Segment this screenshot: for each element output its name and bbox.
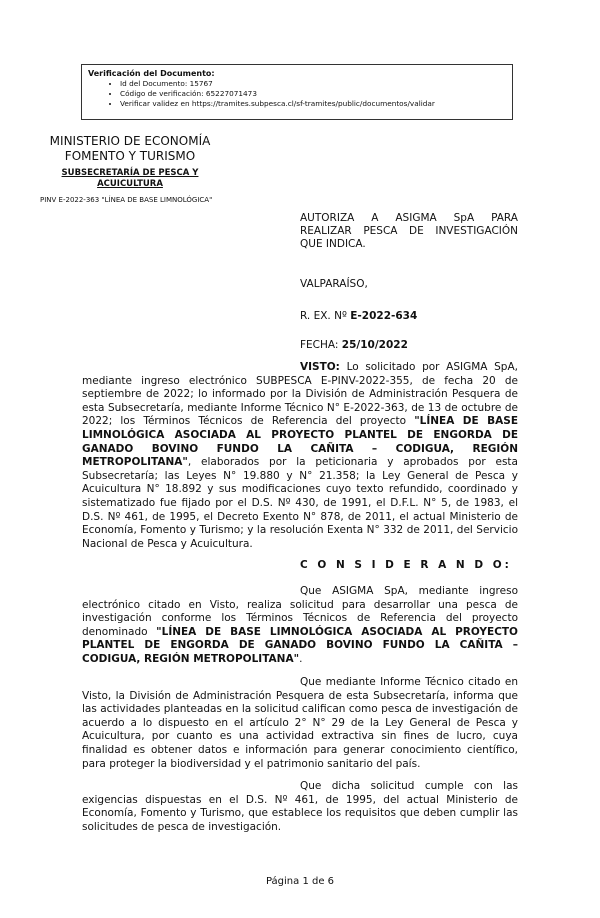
considerando-p3: Que dicha solicitud cumple con las exigencias dispuestas en el D.S. Nº 461, de 1995, del actual Ministerio de Economía, Fomento y Turismo, que establece los requisitos que deben cumplir las solicitudes de pesca de investigación.	[82, 780, 518, 833]
visto-text-b: , elaborados por la peticionaria y aprobados por esta Subsecretaría; las Leyes N° 19.880 y N° 21.358; la Ley General de Pesca y Acuicultura N° 18.892 y sus modificaciones cuyo texto refundido, coordinado y sistematizado fue fijado por el D.S. Nº 430, de 1991, el D.F.L. N° 5, de 1983, el D.S. Nº 461, de 1995, el Decreto Exento N° 878, de 2011, el actual Ministerio de Economía, Fomento y Turismo; y la resolución Exenta N° 332 de 2011, del Servicio Nacional de Pesca y Acuicultura.	[82, 456, 518, 550]
considerando-paragraph-3	[82, 780, 518, 834]
ministry-name	[40, 134, 220, 164]
verification-code: • Código de verificación: 65227071473	[120, 89, 506, 99]
resolution-summary: AUTORIZA A ASIGMA SpA PARA REALIZAR PESCA DE INVESTIGACIÓN QUE INDICA.	[300, 212, 518, 250]
p1-end: .	[299, 652, 303, 665]
considerando-p2: Que mediante Informe Técnico citado en Visto, la División de Administración Pesquera de esta Subsecretaría, informa que las actividades planteadas en la solicitud califican como pesca de investigación de acuerdo a lo dispuesto en el artículo 2° N° 29 de la Ley General de Pesca y Acuicultura, por cuanto es una actividad extractiva sin fines de lucro, cuya finalidad es obtener datos e información para generar conocimiento científico, para proteger la biodiversidad y el patrimonio sanitario del país.	[82, 676, 518, 770]
verification-title: Verificación del Documento:	[88, 69, 215, 78]
visto-section	[82, 361, 518, 551]
date-label: FECHA:	[300, 339, 342, 351]
verification-url: • Verificar validez en https://tramites.subpesca.cl/sf-tramites/public/documentos/validar	[120, 99, 506, 109]
ministry-line-2: FOMENTO Y TURISMO	[64, 149, 196, 163]
p1-project: "LÍNEA DE BASE LIMNOLÓGICA ASOCIADA AL PROYECTO PLANTEL DE ENGORDA DE GANADO BOVINO FUNDO LA CAÑITA – CODIGUA, REGIÓN METROPOLITANA"	[82, 625, 518, 665]
ministry-line-1: MINISTERIO DE ECONOMÍA	[49, 134, 211, 148]
verification-id: • Id del Documento: 15767	[120, 79, 506, 89]
rex-number: E-2022-634	[350, 310, 418, 322]
considerando-paragraph-1	[82, 585, 518, 667]
considerando-p1	[82, 585, 518, 667]
considerando-paragraph-2	[82, 676, 518, 771]
verification-box	[81, 64, 513, 120]
visto-paragraph	[82, 361, 518, 551]
visto-text-a: Lo solicitado por ASIGMA SpA, mediante ingreso electrónico SUBPESCA E-PINV-2022-355, de fecha 20 de septiembre de 2022; lo informado por la División de Administración Pesquera de esta Subsecretaría, mediante Informe Técnico N° E-2022-363, de 13 de octubre de 2022; los Términos Técnicos de Referencia del proyecto	[82, 361, 518, 428]
resolution-date	[300, 339, 518, 352]
resolution-city: VALPARAÍSO,	[300, 278, 368, 290]
subsecretaria-name: SUBSECRETARÍA DE PESCA Y ACUICULTURA	[61, 168, 199, 189]
considerando-heading: C O N S I D E R A N D O:	[300, 559, 512, 571]
verification-list	[88, 79, 506, 109]
document-reference: PINV E-2022-363 "LÍNEA DE BASE LIMNOLÓGICA"	[40, 196, 213, 204]
visto-project: "LÍNEA DE BASE LIMNOLÓGICA ASOCIADA AL PROYECTO PLANTEL DE ENGORDA DE GANADO BOVINO FUNDO LA CAÑITA – CODIGUA, REGIÓN METROPOLITANA"	[82, 415, 518, 469]
page-number: Página 1 de 6	[265, 876, 335, 887]
resolution-number	[300, 310, 518, 323]
rex-label: R. EX. Nº	[300, 310, 351, 322]
p1-text: Que ASIGMA SpA, mediante ingreso electrónico citado en Visto, realiza solicitud para desarrollar una pesca de investigación conforme los Términos Técnicos de Referencia del proyecto denominado	[82, 585, 518, 638]
date-value: 25/10/2022	[341, 339, 408, 351]
visto-label: VISTO:	[300, 361, 340, 373]
